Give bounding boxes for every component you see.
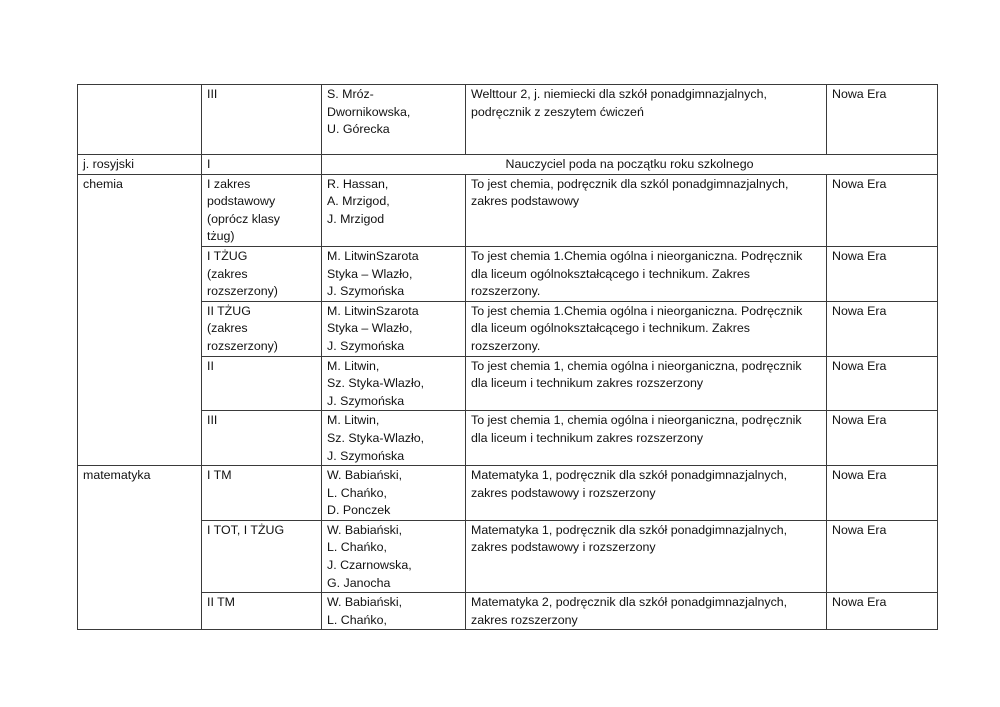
class-cell: II TM: [202, 593, 322, 630]
subject-cell: [78, 85, 202, 155]
title-cell: Matematyka 1, podręcznik dla szkół ponadgimnazjalnych, zakres podstawowy i rozszerzony: [466, 466, 827, 521]
publisher-cell: Nowa Era: [827, 520, 938, 592]
title-cell: To jest chemia, podręcznik dla szkól ponadgimnazjalnych, zakres podstawowy: [466, 174, 827, 246]
publisher-cell: Nowa Era: [827, 356, 938, 411]
class-cell: I: [202, 155, 322, 175]
table-row: [78, 85, 938, 155]
class-cell: II TŻUG (zakres rozszerzony): [202, 301, 322, 356]
table-row: [78, 155, 938, 175]
teacher-note-cell: Nauczyciel poda na początku roku szkolnego: [322, 155, 938, 175]
table-row: [78, 411, 938, 466]
publisher-cell: Nowa Era: [827, 593, 938, 630]
publisher-cell: Nowa Era: [827, 466, 938, 521]
authors-cell: S. Mróz- Dwornikowska, U. Górecka: [322, 85, 466, 155]
table-row: [78, 301, 938, 356]
class-cell: I TM: [202, 466, 322, 521]
subject-cell: j. rosyjski: [78, 155, 202, 175]
class-cell: II: [202, 356, 322, 411]
authors-cell: W. Babiański, L. Chańko,: [322, 593, 466, 630]
publisher-cell: Nowa Era: [827, 246, 938, 301]
title-cell: To jest chemia 1, chemia ogólna i nieorganiczna, podręcznik dla liceum i technikum zakres rozszerzony: [466, 411, 827, 466]
publisher-cell: Nowa Era: [827, 174, 938, 246]
publisher-cell: Nowa Era: [827, 301, 938, 356]
authors-cell: R. Hassan, A. Mrzigod, J. Mrzigod: [322, 174, 466, 246]
authors-cell: M. Litwin, Sz. Styka-Wlazło, J. Szymońska: [322, 411, 466, 466]
class-cell: III: [202, 411, 322, 466]
publisher-cell: Nowa Era: [827, 411, 938, 466]
table-row: [78, 593, 938, 630]
title-cell: Welttour 2, j. niemiecki dla szkół ponadgimnazjalnych, podręcznik z zeszytem ćwiczeń: [466, 85, 827, 155]
class-cell: I TOT, I TŻUG: [202, 520, 322, 592]
authors-cell: M. LitwinSzarota Styka – Wlazło, J. Szymońska: [322, 301, 466, 356]
table-row: [78, 466, 938, 521]
authors-cell: W. Babiański, L. Chańko, D. Ponczek: [322, 466, 466, 521]
table-row: [78, 246, 938, 301]
authors-cell: W. Babiański, L. Chańko, J. Czarnowska, G. Janocha: [322, 520, 466, 592]
subject-cell: matematyka: [78, 466, 202, 630]
publisher-cell: Nowa Era: [827, 85, 938, 155]
class-cell: III: [202, 85, 322, 155]
class-cell: I TŻUG (zakres rozszerzony): [202, 246, 322, 301]
title-cell: To jest chemia 1.Chemia ogólna i nieorganiczna. Podręcznik dla liceum ogólnokształcącego i technikum. Zakres rozszerzony.: [466, 301, 827, 356]
title-cell: Matematyka 2, podręcznik dla szkół ponadgimnazjalnych, zakres rozszerzony: [466, 593, 827, 630]
title-cell: Matematyka 1, podręcznik dla szkół ponadgimnazjalnych, zakres podstawowy i rozszerzony: [466, 520, 827, 592]
table-row: [78, 174, 938, 246]
title-cell: To jest chemia 1.Chemia ogólna i nieorganiczna. Podręcznik dla liceum ogólnokształcącego i technikum. Zakres rozszerzony.: [466, 246, 827, 301]
class-cell: I zakres podstawowy (oprócz klasy tżug): [202, 174, 322, 246]
table-row: [78, 356, 938, 411]
subject-cell: chemia: [78, 174, 202, 466]
textbook-table: [77, 84, 938, 630]
authors-cell: M. Litwin, Sz. Styka-Wlazło, J. Szymońska: [322, 356, 466, 411]
title-cell: To jest chemia 1, chemia ogólna i nieorganiczna, podręcznik dla liceum i technikum zakres rozszerzony: [466, 356, 827, 411]
table-row: [78, 520, 938, 592]
authors-cell: M. LitwinSzarota Styka – Wlazło, J. Szymońska: [322, 246, 466, 301]
